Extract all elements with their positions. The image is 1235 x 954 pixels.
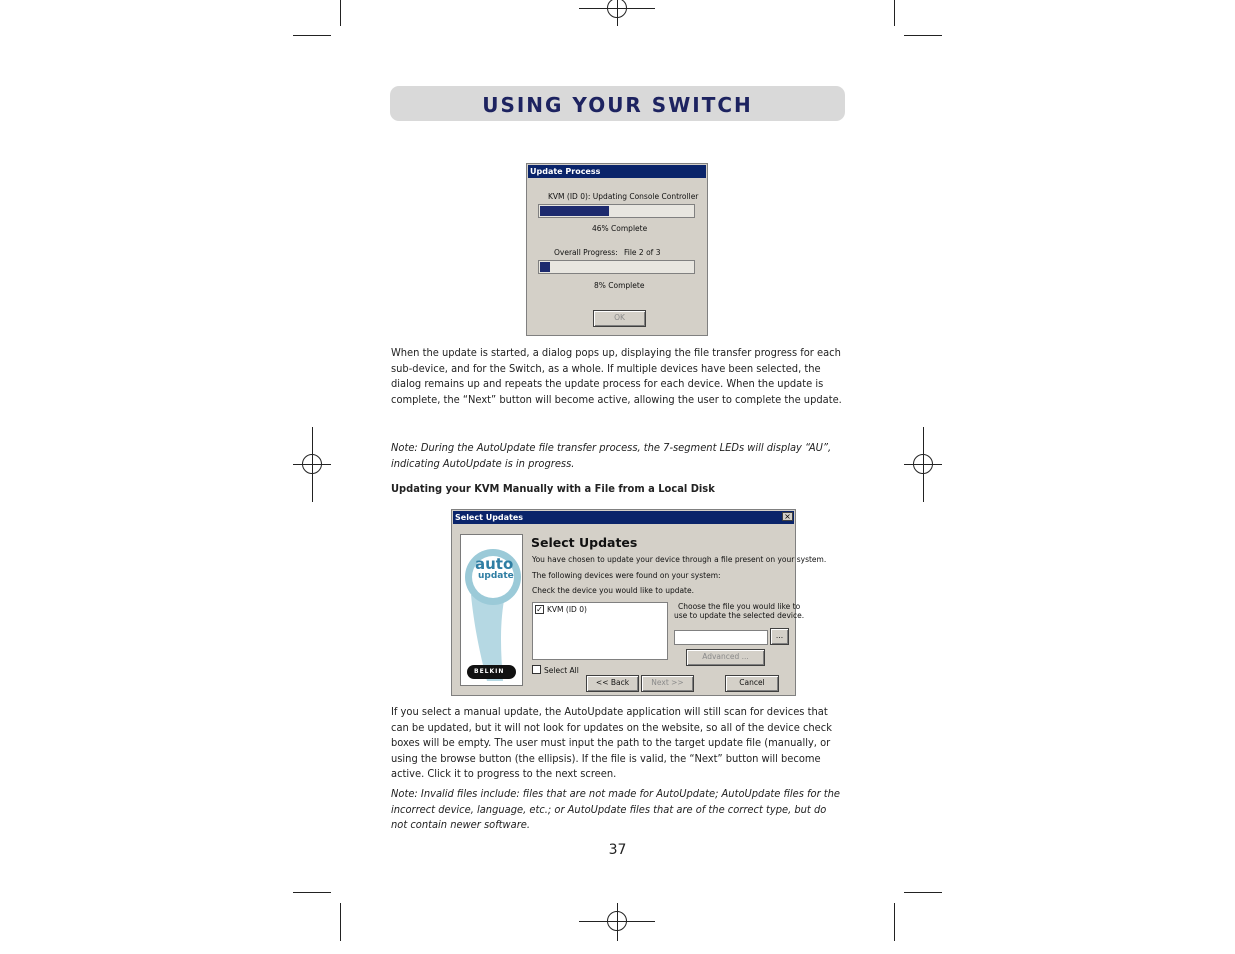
instruction-line-3: Check the device you would like to update.: [532, 586, 695, 595]
cancel-button[interactable]: Cancel: [725, 675, 779, 692]
device-progress-fill: [540, 206, 609, 216]
autoupdate-logo-panel: [460, 534, 523, 686]
dialog-titlebar: Select Updates: [453, 511, 794, 524]
file-path-input[interactable]: [674, 630, 768, 645]
crop-mark: [293, 35, 331, 36]
device-checkbox[interactable]: ✓: [536, 605, 543, 614]
note-invalid-files: Note: Invalid files include: files that are not made for AutoUpdate; AutoUpdate files for the incorrect device, language, etc.; or AutoUpdate files that are of the correct type, but do not contain newer software.: [391, 787, 841, 831]
logo-text-update: update: [478, 571, 514, 581]
belkin-logo: BELKIN: [474, 668, 505, 675]
overall-progress-percent: 8% Complete: [594, 281, 645, 290]
browse-button[interactable]: ...: [770, 628, 789, 645]
advanced-button[interactable]: Advanced ...: [686, 649, 765, 666]
registration-mark-right: [913, 454, 933, 474]
dialog-heading: Select Updates: [531, 535, 638, 550]
note-autoupdate-leds: Note: During the AutoUpdate file transfer process, the 7-segment LEDs will display “AU”, indicating AutoUpdate is in progress.: [391, 441, 832, 470]
select-all-label[interactable]: Select All: [544, 666, 579, 675]
overall-progress-bar: [538, 260, 695, 274]
paragraph-manual-update: If you select a manual update, the AutoUpdate application will still scan for devices that can be updated, but it will not look for updates on the website, so all of the device check boxes will be empty. The user must input the path to the target update file (manually, or using the browse button (the ellipsis). If the file is valid, the “Next” button will become active. Click it to progress to the next screen.: [391, 705, 832, 780]
page-number: 37: [608, 842, 627, 858]
crop-mark: [904, 892, 942, 893]
device-item-label[interactable]: KVM (ID 0): [547, 605, 587, 614]
choose-file-text: [674, 602, 804, 620]
registration-mark-left: [302, 454, 322, 474]
crop-mark: [894, 903, 895, 941]
choose-file-line-2: use to update the selected device.: [674, 611, 805, 620]
next-button[interactable]: Next >>: [641, 675, 694, 692]
device-list[interactable]: [532, 602, 668, 660]
update-process-dialog: [526, 163, 708, 336]
crop-mark: [904, 35, 942, 36]
page-title: USING YOUR SWITCH: [482, 93, 753, 117]
crop-mark: [340, 0, 341, 26]
section-heading-manual-update: Updating your KVM Manually with a File from a Local Disk: [391, 482, 715, 495]
select-all-checkbox[interactable]: [532, 665, 541, 674]
device-progress-bar: [538, 204, 695, 218]
crop-mark: [340, 903, 341, 941]
overall-progress-file: File 2 of 3: [624, 248, 661, 257]
instruction-line-2: The following devices were found on your system:: [532, 571, 721, 580]
close-button[interactable]: ×: [782, 512, 793, 521]
crop-mark: [293, 892, 331, 893]
ok-button[interactable]: OK: [593, 310, 646, 327]
overall-progress-fill: [540, 262, 550, 272]
instruction-line-1: You have chosen to update your device through a file present on your system.: [532, 555, 827, 564]
back-button[interactable]: << Back: [586, 675, 639, 692]
overall-progress-label: Overall Progress:: [554, 248, 618, 257]
logo-text-auto: auto: [475, 555, 514, 573]
device-progress-label: KVM (ID 0): Updating Console Controller: [548, 192, 699, 201]
device-progress-percent: 46% Complete: [592, 224, 648, 233]
choose-file-line-1: Choose the file you would like to: [678, 602, 801, 611]
registration-mark-top: [607, 0, 627, 18]
paragraph-update-started: When the update is started, a dialog pops up, displaying the file transfer progress for each sub-device, and for the Switch, as a whole. If multiple devices have been selected, the dialog remains up and repeats the update process for each device. When the update is complete, the “Next” button will become active, allowing the user to complete the update.: [391, 346, 842, 406]
section-banner: [390, 86, 845, 121]
registration-mark-bottom: [607, 911, 627, 931]
crop-mark: [894, 0, 895, 26]
dialog-titlebar: Update Process: [528, 165, 706, 178]
select-updates-dialog: [451, 509, 827, 696]
